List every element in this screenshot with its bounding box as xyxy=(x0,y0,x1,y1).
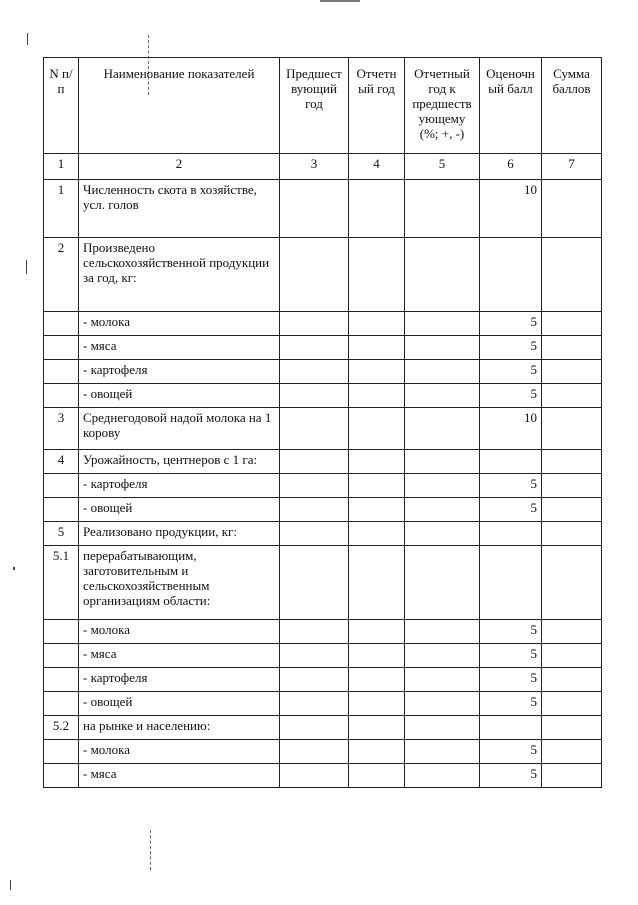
table-row xyxy=(44,644,602,668)
cell-reporting-year xyxy=(349,336,405,360)
cell-reporting-year xyxy=(349,644,405,668)
table-row xyxy=(44,238,602,312)
cell-score-sum xyxy=(542,692,602,716)
row-indicator: - молока xyxy=(79,740,280,764)
row-indicator: Урожайность, центнеров с 1 га: xyxy=(79,450,280,474)
cell-score: 5 xyxy=(480,336,542,360)
cell-score-sum xyxy=(542,620,602,644)
row-indicator: - картофеля xyxy=(79,668,280,692)
header-number: N п/п xyxy=(44,58,79,154)
cell-previous-year xyxy=(280,336,349,360)
table-row xyxy=(44,408,602,450)
cell-previous-year xyxy=(280,546,349,620)
cell-score: 5 xyxy=(480,620,542,644)
table-row xyxy=(44,692,602,716)
row-indicator: - мяса xyxy=(79,644,280,668)
cell-score-sum xyxy=(542,336,602,360)
cell-score-sum xyxy=(542,498,602,522)
table-row xyxy=(44,546,602,620)
row-indicator: перерабатывающим, заготовительным и сельскохозяйственным организациям области: xyxy=(79,546,280,620)
row-indicator: Среднегодовой надой молока на 1 корову xyxy=(79,408,280,450)
cell-previous-year xyxy=(280,238,349,312)
cell-reporting-year xyxy=(349,740,405,764)
table-row xyxy=(44,336,602,360)
row-indicator: - мяса xyxy=(79,336,280,360)
cell-comparison xyxy=(405,716,480,740)
header-reporting-year: Отчетн ый год xyxy=(349,58,405,154)
cell-comparison xyxy=(405,312,480,336)
row-number xyxy=(44,692,79,716)
cell-score-sum xyxy=(542,474,602,498)
table-row xyxy=(44,498,602,522)
cell-reporting-year xyxy=(349,408,405,450)
column-number: 4 xyxy=(349,154,405,180)
cell-score-sum xyxy=(542,450,602,474)
row-number xyxy=(44,474,79,498)
cell-score xyxy=(480,546,542,620)
row-indicator: на рынке и населению: xyxy=(79,716,280,740)
table-row xyxy=(44,716,602,740)
cell-previous-year xyxy=(280,408,349,450)
column-number: 7 xyxy=(542,154,602,180)
cell-previous-year xyxy=(280,620,349,644)
cell-comparison xyxy=(405,498,480,522)
row-indicator: - картофеля xyxy=(79,474,280,498)
indicators-table xyxy=(43,57,602,788)
table-row xyxy=(44,450,602,474)
cell-previous-year xyxy=(280,360,349,384)
row-indicator: Численность скота в хозяйстве, усл. голов xyxy=(79,180,280,238)
row-number xyxy=(44,668,79,692)
cell-reporting-year xyxy=(349,522,405,546)
cell-comparison xyxy=(405,450,480,474)
row-number xyxy=(44,764,79,788)
cell-score: 5 xyxy=(480,692,542,716)
row-indicator: - молока xyxy=(79,312,280,336)
cell-score: 5 xyxy=(480,360,542,384)
cell-previous-year xyxy=(280,180,349,238)
column-number: 5 xyxy=(405,154,480,180)
cell-score-sum xyxy=(542,312,602,336)
cell-score: 5 xyxy=(480,474,542,498)
cell-comparison xyxy=(405,474,480,498)
header-previous-year: Предшест вующий год xyxy=(280,58,349,154)
cell-reporting-year xyxy=(349,238,405,312)
row-number: 3 xyxy=(44,408,79,450)
table-row xyxy=(44,360,602,384)
row-number xyxy=(44,498,79,522)
row-number xyxy=(44,384,79,408)
cell-score-sum xyxy=(542,644,602,668)
row-indicator: - овощей xyxy=(79,692,280,716)
cell-reporting-year xyxy=(349,360,405,384)
cell-reporting-year xyxy=(349,450,405,474)
row-number xyxy=(44,360,79,384)
cell-previous-year xyxy=(280,644,349,668)
column-number: 3 xyxy=(280,154,349,180)
cell-score-sum xyxy=(542,668,602,692)
column-number: 2 xyxy=(79,154,280,180)
cell-comparison xyxy=(405,620,480,644)
cell-score-sum xyxy=(542,360,602,384)
cell-score xyxy=(480,450,542,474)
cell-reporting-year xyxy=(349,620,405,644)
row-number: 4 xyxy=(44,450,79,474)
cell-score xyxy=(480,238,542,312)
row-indicator: Произведено сельскохозяйственной продукции за год, кг: xyxy=(79,238,280,312)
table-row xyxy=(44,474,602,498)
table-row xyxy=(44,312,602,336)
row-indicator: - картофеля xyxy=(79,360,280,384)
cell-score-sum xyxy=(542,384,602,408)
scan-mark-left xyxy=(10,880,11,890)
cell-score-sum xyxy=(542,408,602,450)
cell-reporting-year xyxy=(349,180,405,238)
header-score-sum: Сумма баллов xyxy=(542,58,602,154)
row-number: 5.2 xyxy=(44,716,79,740)
table-row xyxy=(44,180,602,238)
row-number xyxy=(44,620,79,644)
row-indicator: - овощей xyxy=(79,498,280,522)
cell-score: 5 xyxy=(480,644,542,668)
cell-previous-year xyxy=(280,716,349,740)
cell-reporting-year xyxy=(349,716,405,740)
scan-mark-left xyxy=(27,33,28,45)
row-number: 1 xyxy=(44,180,79,238)
scan-mark-top xyxy=(320,0,360,2)
cell-score: 5 xyxy=(480,384,542,408)
row-indicator: - овощей xyxy=(79,384,280,408)
cell-comparison xyxy=(405,408,480,450)
cell-reporting-year xyxy=(349,668,405,692)
cell-reporting-year xyxy=(349,384,405,408)
cell-reporting-year xyxy=(349,546,405,620)
row-number: 5.1 xyxy=(44,546,79,620)
cell-previous-year xyxy=(280,740,349,764)
cell-comparison xyxy=(405,384,480,408)
cell-reporting-year xyxy=(349,498,405,522)
row-indicator: - молока xyxy=(79,620,280,644)
cell-score: 5 xyxy=(480,668,542,692)
cell-comparison xyxy=(405,740,480,764)
cell-score-sum xyxy=(542,764,602,788)
cell-score: 5 xyxy=(480,764,542,788)
column-number: 6 xyxy=(480,154,542,180)
cell-score-sum xyxy=(542,238,602,312)
cell-score: 5 xyxy=(480,740,542,764)
scan-mark-left xyxy=(13,567,15,570)
cell-comparison xyxy=(405,360,480,384)
cell-score: 5 xyxy=(480,498,542,522)
cell-previous-year xyxy=(280,474,349,498)
row-number: 2 xyxy=(44,238,79,312)
header-year-comparison: Отчетный год к предшеств ующему (%; +, -) xyxy=(405,58,480,154)
cell-previous-year xyxy=(280,522,349,546)
cell-previous-year xyxy=(280,384,349,408)
cell-score-sum xyxy=(542,740,602,764)
cell-comparison xyxy=(405,180,480,238)
cell-score-sum xyxy=(542,546,602,620)
cell-reporting-year xyxy=(349,692,405,716)
table-row xyxy=(44,764,602,788)
table-row xyxy=(44,668,602,692)
cell-score xyxy=(480,716,542,740)
row-number: 5 xyxy=(44,522,79,546)
cell-reporting-year xyxy=(349,474,405,498)
cell-previous-year xyxy=(280,312,349,336)
row-number xyxy=(44,336,79,360)
cell-score: 5 xyxy=(480,312,542,336)
cell-score-sum xyxy=(542,716,602,740)
cell-comparison xyxy=(405,668,480,692)
cell-score xyxy=(480,522,542,546)
cell-previous-year xyxy=(280,668,349,692)
row-indicator: Реализовано продукции, кг: xyxy=(79,522,280,546)
cell-reporting-year xyxy=(349,312,405,336)
cell-previous-year xyxy=(280,450,349,474)
table-row xyxy=(44,740,602,764)
column-numbers-row xyxy=(44,154,602,180)
table-row xyxy=(44,384,602,408)
row-number xyxy=(44,644,79,668)
table-row xyxy=(44,620,602,644)
table-row xyxy=(44,522,602,546)
column-number: 1 xyxy=(44,154,79,180)
cell-comparison xyxy=(405,336,480,360)
cell-previous-year xyxy=(280,692,349,716)
cell-comparison xyxy=(405,546,480,620)
row-number xyxy=(44,740,79,764)
cell-comparison xyxy=(405,238,480,312)
cell-previous-year xyxy=(280,764,349,788)
cell-score: 10 xyxy=(480,408,542,450)
cell-previous-year xyxy=(280,498,349,522)
cell-comparison xyxy=(405,764,480,788)
cell-comparison xyxy=(405,692,480,716)
row-number xyxy=(44,312,79,336)
scan-dash-line xyxy=(150,830,151,870)
cell-score: 10 xyxy=(480,180,542,238)
cell-score-sum xyxy=(542,180,602,238)
table-header-row xyxy=(44,58,602,154)
cell-comparison xyxy=(405,522,480,546)
cell-score-sum xyxy=(542,522,602,546)
header-indicator-name: Наименование показателей xyxy=(79,58,280,154)
scan-mark-left xyxy=(26,260,27,274)
cell-comparison xyxy=(405,644,480,668)
header-score: Оценочн ый балл xyxy=(480,58,542,154)
cell-reporting-year xyxy=(349,764,405,788)
row-indicator: - мяса xyxy=(79,764,280,788)
